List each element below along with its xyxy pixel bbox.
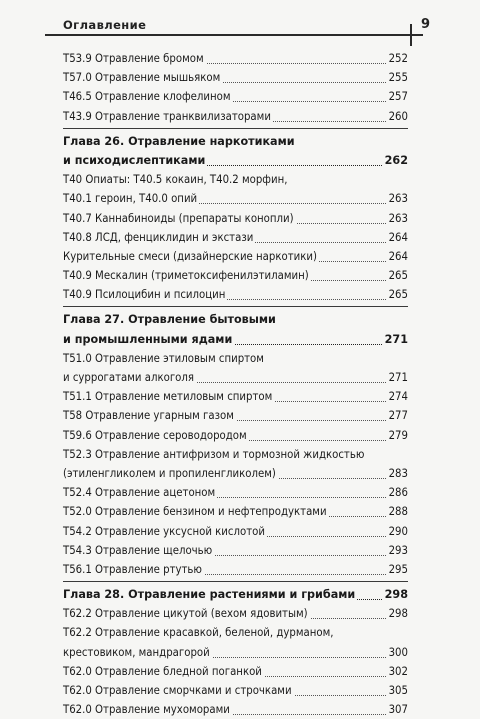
toc-entry xyxy=(63,266,408,285)
toc-entry-text: (этиленгликолем и пропиленгликолем) xyxy=(63,464,278,483)
toc-entry xyxy=(63,522,408,541)
chapter-heading: Глава 26. Отравление наркотиками xyxy=(63,134,295,148)
toc-entry-text: Курительные смеси (дизайнерские наркотики) xyxy=(63,247,319,266)
toc-entry-page: 307 xyxy=(387,700,408,719)
chapter-page: 271 xyxy=(383,330,408,349)
toc-entry-text: T52.4 Отравление ацетоном xyxy=(63,483,217,502)
toc-entry-page: 302 xyxy=(387,662,408,681)
toc-entry xyxy=(63,387,408,406)
chapter-page: 298 xyxy=(383,585,408,604)
toc-entry-text: T57.0 Отравление мышьяком xyxy=(63,68,222,87)
toc-entry-text: T62.0 Отравление бледной поганкой xyxy=(63,662,264,681)
toc-entry-page: 274 xyxy=(387,387,408,406)
chapter-heading-entry xyxy=(63,585,408,604)
toc-entry-text: T54.3 Отравление щелочью xyxy=(63,541,214,560)
toc-entry xyxy=(63,426,408,445)
toc-entry-page: 290 xyxy=(387,522,408,541)
toc-entry-line: T51.0 Отравление этиловым спиртом xyxy=(63,351,264,365)
toc-entry-page: 293 xyxy=(387,541,408,560)
toc-entry xyxy=(63,502,408,521)
toc-entry-text: T54.2 Отравление уксусной кислотой xyxy=(63,522,267,541)
toc-entry-page: 263 xyxy=(387,209,408,228)
toc-entry-page: 288 xyxy=(387,502,408,521)
section-divider xyxy=(63,128,408,129)
toc-entry-page: 252 xyxy=(387,49,408,68)
toc-entry-text: T62.2 Отравление цикутой (вехом ядовитым) xyxy=(63,604,310,623)
crosshair-mark-horizontal xyxy=(399,34,423,36)
section-divider xyxy=(63,581,408,582)
chapter-heading-text: Глава 28. Отравление растениями и грибами xyxy=(63,585,357,604)
toc-entry-text: T59.6 Отравление сероводородом xyxy=(63,426,249,445)
toc-entry-page: 255 xyxy=(387,68,408,87)
page-header xyxy=(0,0,480,44)
toc-entry xyxy=(63,368,408,387)
toc-entry-page: 300 xyxy=(387,643,408,662)
toc-entry xyxy=(63,541,408,560)
toc-entry-page: 265 xyxy=(387,266,408,285)
toc-entry xyxy=(63,68,408,87)
section-title: Оглавление xyxy=(63,18,147,32)
toc-entry-page: 298 xyxy=(387,604,408,623)
table-of-contents xyxy=(63,49,408,719)
chapter-heading-entry xyxy=(63,330,408,349)
toc-entry xyxy=(63,209,408,228)
toc-entry-text: T62.0 Отравление сморчками и строчками xyxy=(63,681,294,700)
toc-entry-text: T40.7 Каннабиноиды (препараты конопли) xyxy=(63,209,296,228)
toc-entry xyxy=(63,247,408,266)
toc-entry-text: T40.9 Мескалин (триметоксифенилэтиламин) xyxy=(63,266,311,285)
toc-entry xyxy=(63,604,408,623)
toc-entry-page: 264 xyxy=(387,247,408,266)
toc-entry-page: 271 xyxy=(387,368,408,387)
toc-entry xyxy=(63,406,408,425)
toc-entry-page: 279 xyxy=(387,426,408,445)
toc-entry-text: T52.0 Отравление бензином и нефтепродуктами xyxy=(63,502,329,521)
toc-entry-text: T46.5 Отравление клофелином xyxy=(63,87,233,106)
toc-entry-text: T58 Отравление угарным газом xyxy=(63,406,236,425)
toc-entry-text: T40.1 героин, T40.0 опий xyxy=(63,189,199,208)
toc-entry xyxy=(63,87,408,106)
toc-entry-page: 286 xyxy=(387,483,408,502)
toc-entry-text: T40.8 ЛСД, фенциклидин и экстази xyxy=(63,228,255,247)
toc-entry-page: 264 xyxy=(387,228,408,247)
toc-entry xyxy=(63,228,408,247)
toc-entry-line: T40 Опиаты: T40.5 кокаин, T40.2 морфин, xyxy=(63,173,288,187)
toc-entry xyxy=(63,681,408,700)
toc-entry-page: 263 xyxy=(387,189,408,208)
section-divider xyxy=(63,306,408,307)
chapter-heading-text: и психодислептиками xyxy=(63,151,207,170)
toc-entry-page: 305 xyxy=(387,681,408,700)
chapter-page: 262 xyxy=(383,151,408,170)
chapter-heading-text: и промышленными ядами xyxy=(63,330,234,349)
toc-entry-page: 277 xyxy=(387,406,408,425)
toc-entry-line: T52.3 Отравление антифризом и тормозной жидкостью xyxy=(63,447,365,461)
toc-entry-text: T51.1 Отравление метиловым спиртом xyxy=(63,387,274,406)
toc-entry xyxy=(63,49,408,68)
toc-entry xyxy=(63,464,408,483)
toc-entry-text: T53.9 Отравление бромом xyxy=(63,49,206,68)
header-rule xyxy=(45,34,403,36)
chapter-heading: Глава 27. Отравление бытовыми xyxy=(63,313,276,327)
toc-entry-text: T40.9 Псилоцибин и псилоцин xyxy=(63,285,227,304)
toc-entry-text: и суррогатами алкоголя xyxy=(63,368,196,387)
chapter-heading-entry xyxy=(63,151,408,170)
toc-entry-page: 295 xyxy=(387,560,408,579)
toc-entry-page: 257 xyxy=(387,87,408,106)
toc-entry-text: T56.1 Отравление ртутью xyxy=(63,560,204,579)
toc-entry-text: T62.0 Отравление мухоморами xyxy=(63,700,232,719)
toc-entry-text: T43.9 Отравление транквилизаторами xyxy=(63,107,273,126)
toc-entry-text: крестовиком, мандрагорой xyxy=(63,643,212,662)
toc-entry xyxy=(63,560,408,579)
toc-entry-page: 265 xyxy=(387,285,408,304)
toc-entry-page: 283 xyxy=(387,464,408,483)
toc-entry xyxy=(63,285,408,304)
page-number: 9 xyxy=(421,17,431,32)
toc-entry xyxy=(63,643,408,662)
toc-entry xyxy=(63,107,408,126)
toc-entry xyxy=(63,483,408,502)
toc-entry-line: T62.2 Отравление красавкой, беленой, дурманом, xyxy=(63,626,334,640)
toc-entry xyxy=(63,700,408,719)
toc-entry xyxy=(63,189,408,208)
toc-entry xyxy=(63,662,408,681)
toc-entry-page: 260 xyxy=(387,107,408,126)
